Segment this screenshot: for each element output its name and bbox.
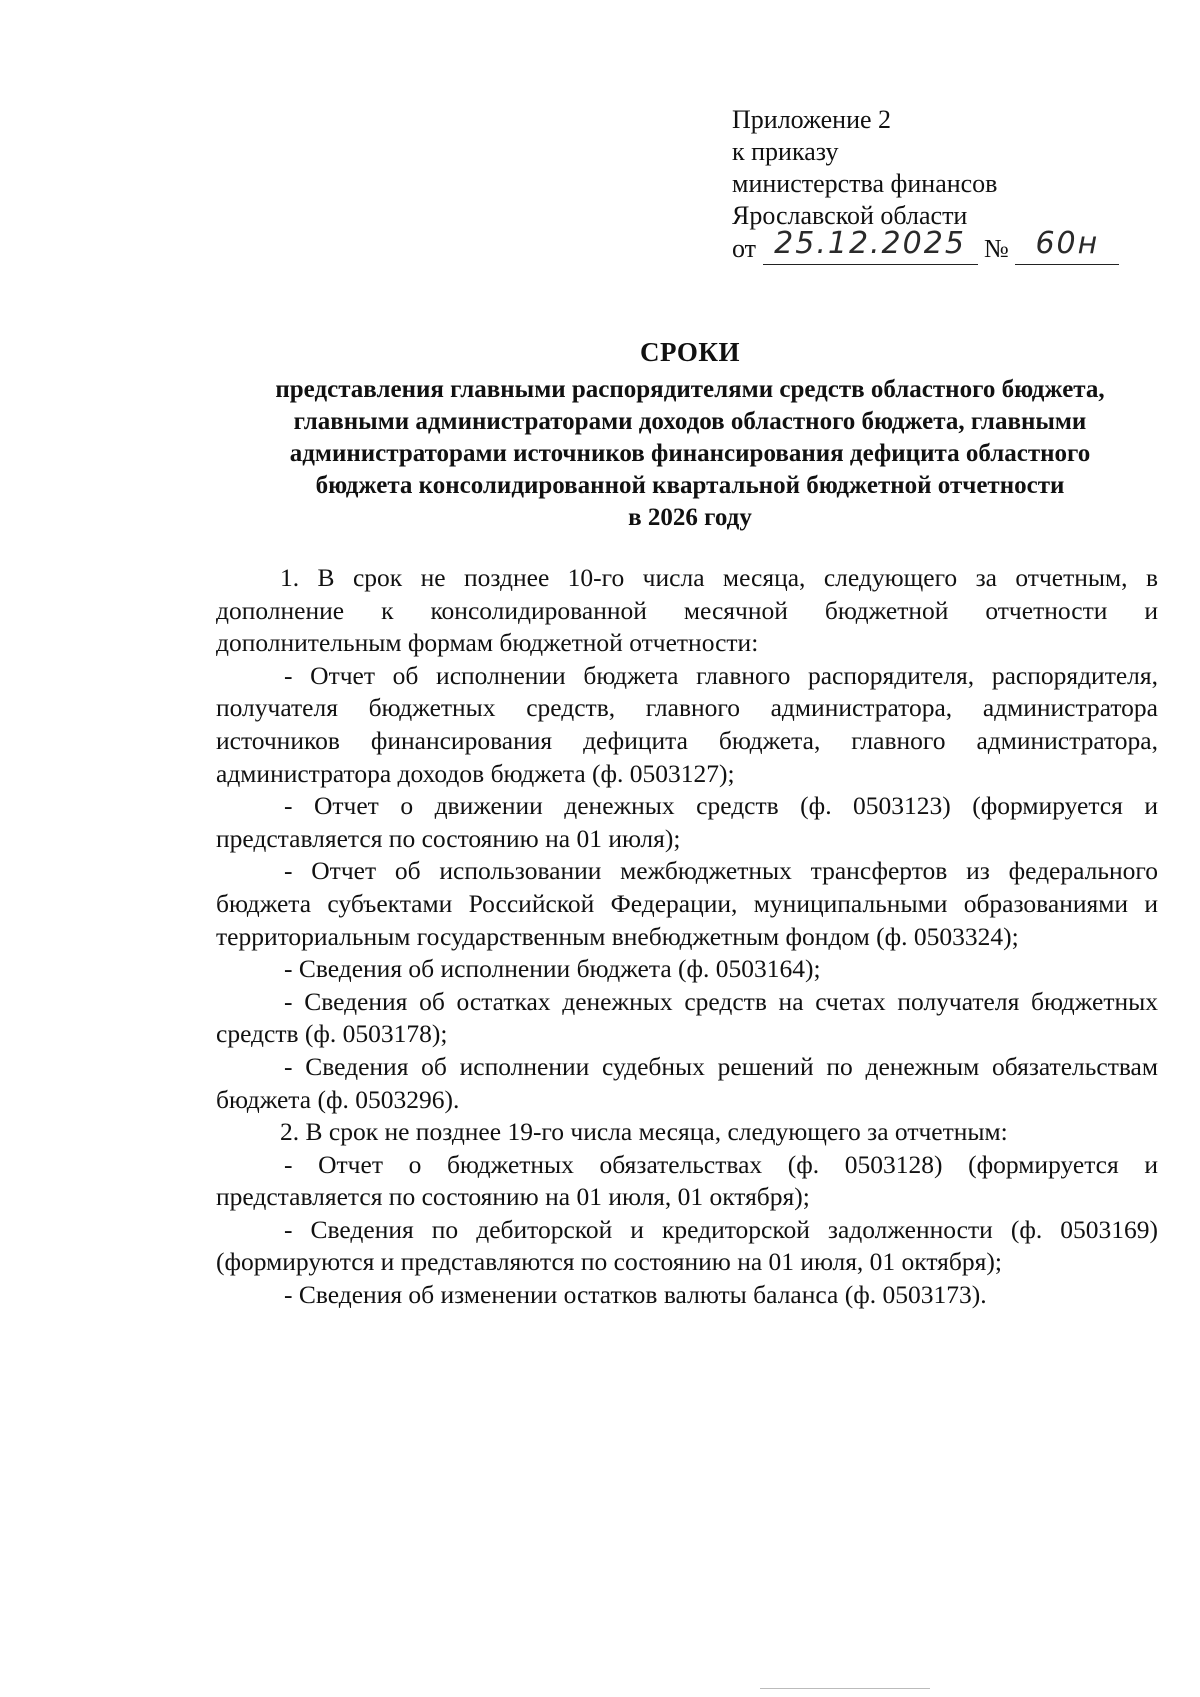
handwritten-date-field bbox=[763, 226, 978, 265]
section-2-item: - Сведения об изменении остатков валюты баланса (ф. 0503173). bbox=[284, 1280, 987, 1310]
document-body bbox=[216, 562, 1158, 1312]
appendix-line: Приложение 2 bbox=[732, 105, 892, 134]
section-1-item: - Отчет о движении денежных средств (ф. 0503123) (формируется и представляется по состоянию на 01 июля); bbox=[216, 791, 1158, 853]
handwritten-number-field bbox=[1015, 226, 1119, 265]
title-subtitle-line: главными администраторами доходов областного бюджета, главными bbox=[293, 408, 1087, 435]
section-1-item: - Отчет об использовании межбюджетных трансфертов из федерального бюджета субъектами Российской Федерации, муниципальными образованиями и территориальным государственным внебюджетным фондом (ф. 0503324); bbox=[216, 856, 1158, 951]
document-title bbox=[210, 334, 1170, 534]
handwritten-number: 60н bbox=[1035, 226, 1100, 261]
section-1-item: - Отчет об исполнении бюджета главного распорядителя, распорядителя, получателя бюджетных средств, главного администратора, администратора источников финансирования дефицита бюджета, главного администратора, администратора доходов бюджета (ф. 0503127); bbox=[216, 660, 1158, 788]
title-subtitle-line: администраторами источников финансирования дефицита областного bbox=[289, 440, 1091, 467]
section-1-intro: 1. В срок не позднее 10-го числа месяца, следующего за отчетным, в дополнение к консолидированной месячной бюджетной отчетности и дополнительным формам бюджетной отчетности: bbox=[216, 563, 1158, 658]
handwritten-date: 25.12.2025 bbox=[774, 226, 966, 261]
title-main: СРОКИ bbox=[640, 337, 740, 367]
title-subtitle-line: в 2026 году bbox=[628, 504, 752, 531]
from-label: от bbox=[732, 234, 757, 263]
appendix-line: к приказу bbox=[732, 137, 839, 166]
order-reference-line bbox=[732, 226, 1152, 265]
section-1-item: - Сведения об исполнении судебных решений по денежным обязательствам бюджета (ф. 0503296). bbox=[216, 1051, 1158, 1114]
section-2-item: - Сведения по дебиторской и кредиторской задолженности (ф. 0503169) (формируются и представляются по состоянию на 01 июля, 01 октября); bbox=[216, 1214, 1158, 1277]
section-1-item: - Сведения об остатках денежных средств на счетах получателя бюджетных средств (ф. 0503178); bbox=[216, 986, 1158, 1049]
footer-divider bbox=[760, 1688, 930, 1689]
section-2-intro: 2. В срок не позднее 19-го числа месяца, следующего за отчетным: bbox=[280, 1117, 1008, 1147]
section-1-item: - Сведения об исполнении бюджета (ф. 0503164); bbox=[284, 954, 821, 984]
section-2-item: - Отчет о бюджетных обязательствах (ф. 0503128) (формируется и представляется по состоянию на 01 июля, 01 октября); bbox=[216, 1149, 1158, 1212]
appendix-line: Ярославской области bbox=[732, 201, 968, 230]
title-subtitle-line: бюджета консолидированной квартальной бюджетной отчетности bbox=[315, 472, 1065, 499]
title-subtitle-line: представления главными распорядителями средств областного бюджета, bbox=[275, 376, 1105, 403]
appendix-header bbox=[732, 104, 1152, 265]
appendix-line: министерства финансов bbox=[732, 169, 998, 198]
number-label: № bbox=[984, 234, 1009, 263]
